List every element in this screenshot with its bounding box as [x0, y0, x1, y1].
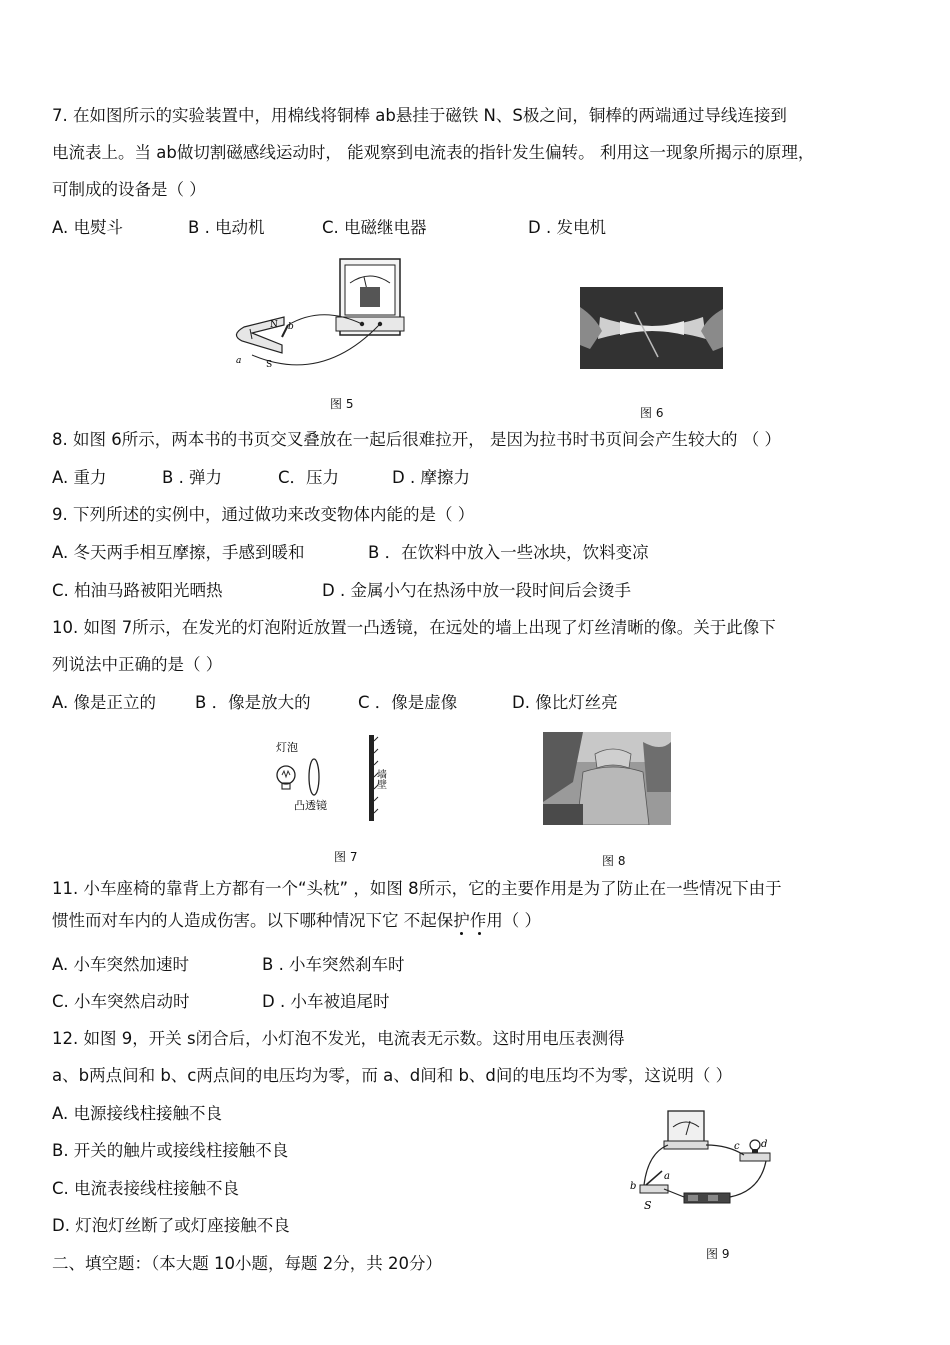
figure-8-caption: 图 8: [602, 854, 626, 868]
q11-option-d: D . 小车被追尾时: [262, 992, 390, 1011]
q8-option-d: D . 摩擦力: [392, 468, 470, 487]
q7-stem-line1: 7. 在如图所示的实验装置中，用棉线将铜棒 ab悬挂于磁铁 N、S极之间，铜棒的两端通过导线连接到: [52, 106, 787, 125]
figure-5-caption: 图 5: [330, 397, 354, 411]
figure-9-label-b: b: [630, 1181, 637, 1192]
q11-option-b: B . 小车突然刹车时: [262, 955, 405, 974]
q11-stem-line2: 惯性而对车内的人造成伤害。以下哪种情况下它 不起保护作用（ ）: [52, 911, 541, 930]
q12-stem-line2: a、b两点间和 b、c两点间的电压均为零，而 a、d间和 b、d间的电压均不为零，这说明（ ）: [52, 1066, 733, 1085]
figure-7-label-lens: 凸透镜: [294, 799, 327, 812]
q12-option-b: B. 开关的触片或接线柱接触不良: [52, 1141, 289, 1160]
q7-option-c: C. 电磁继电器: [322, 218, 427, 237]
q7-option-d: D . 发电机: [528, 218, 606, 237]
section-2-heading: 二、填空题：（本大题 10小题，每题 2分，共 20分）: [52, 1254, 442, 1273]
q12-option-a: A. 电源接线柱接触不良: [52, 1104, 222, 1123]
figure-5-label-n: N: [270, 320, 278, 330]
q12-option-d: D. 灯泡灯丝断了或灯座接触不良: [52, 1216, 290, 1235]
q12-option-c: C. 电流表接线柱接触不良: [52, 1179, 240, 1198]
emphasis-dot: [478, 932, 481, 935]
q7-stem-line3: 可制成的设备是（ ）: [52, 180, 206, 199]
figure-7-label-bulb: 灯泡: [276, 741, 298, 754]
figure-9-circuit-diagram: [628, 1105, 783, 1213]
figure-9-label-a: a: [664, 1171, 670, 1182]
q11-option-a: A. 小车突然加速时: [52, 955, 189, 974]
q9-option-c: C. 柏油马路被阳光晒热: [52, 581, 223, 600]
q9-option-d: D . 金属小勺在热汤中放一段时间后会烫手: [322, 581, 631, 600]
q10-stem-line1: 10. 如图 7所示，在发光的灯泡附近放置一凸透镜，在远处的墙上出现了灯丝清晰的像。关于此像下: [52, 618, 776, 637]
q9-option-b: B ．在饮料中放入一些冰块，饮料变凉: [368, 543, 649, 562]
q10-option-c: C ．像是虚像: [358, 693, 458, 712]
q10-option-d: D. 像比灯丝亮: [512, 693, 618, 712]
figure-8-car-seat-photo: [543, 732, 671, 825]
q8-option-b: B . 弹力: [162, 468, 223, 487]
q7-option-a: A. 电熨斗: [52, 218, 123, 237]
figure-6-books-photo: [580, 287, 723, 369]
q8-option-c: C．压力: [278, 468, 340, 487]
q11-stem-line1: 11. 小车座椅的靠背上方都有一个“头枕” ，如图 8所示，它的主要作用是为了防止在一些情况下由于: [52, 879, 782, 898]
figure-9-label-d: d: [761, 1139, 768, 1150]
q7-stem-line2: 电流表上。当 ab做切割磁感线运动时， 能观察到电流表的指针发生偏转。 利用这一现象所揭示的原理，: [52, 143, 815, 162]
figure-5-galvanometer-apparatus: [222, 255, 412, 380]
figure-5-label-a: a: [236, 356, 242, 366]
q7-option-b: B . 电动机: [188, 218, 265, 237]
q10-stem-line2: 列说法中正确的是（ ）: [52, 655, 223, 674]
figure-7-label-wall: 墙壁: [374, 769, 386, 789]
figure-9-label-s: S: [644, 1199, 652, 1212]
q11-option-c: C. 小车突然启动时: [52, 992, 190, 1011]
emphasis-dot: [460, 932, 463, 935]
q9-option-a: A. 冬天两手相互摩擦，手感到暖和: [52, 543, 305, 562]
figure-5-label-b: b: [288, 322, 294, 332]
figure-5-label-s: S: [266, 360, 273, 370]
q9-stem: 9. 下列所述的实例中，通过做功来改变物体内能的是（ ）: [52, 505, 475, 524]
q10-option-a: A. 像是正立的: [52, 693, 156, 712]
figure-7-lens-diagram: [272, 733, 394, 825]
q8-stem: 8. 如图 6所示，两本书的书页交叉叠放在一起后很难拉开， 是因为拉书时书页间会产生较大的 （ ）: [52, 430, 781, 449]
q12-stem-line1: 12. 如图 9，开关 s闭合后，小灯泡不发光，电流表无示数。这时用电压表测得: [52, 1029, 625, 1048]
figure-9-label-c: c: [734, 1141, 740, 1152]
figure-7-caption: 图 7: [334, 850, 358, 864]
q10-option-b: B ．像是放大的: [195, 693, 311, 712]
figure-6-caption: 图 6: [640, 406, 664, 420]
figure-9-caption: 图 9: [706, 1247, 730, 1261]
q8-option-a: A. 重力: [52, 468, 107, 487]
